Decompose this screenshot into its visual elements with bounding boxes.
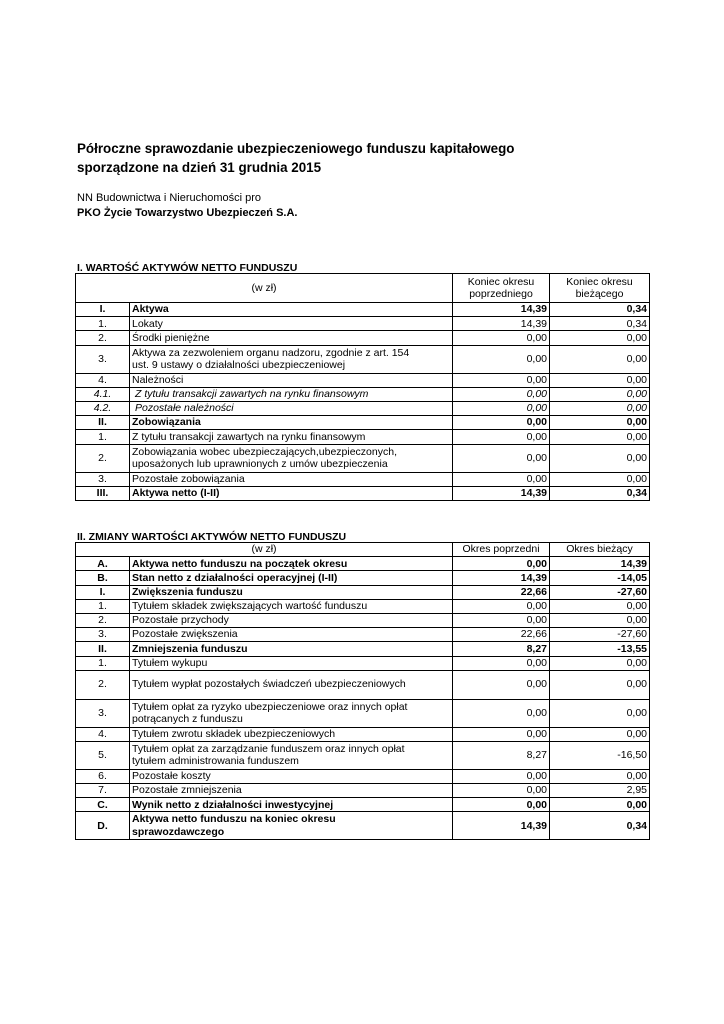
- row-prev-value: 14,39: [453, 812, 550, 840]
- row-number: 1.: [76, 430, 130, 444]
- row-label: Tytułem zwrotu składek ubezpieczeniowych: [130, 727, 453, 741]
- row-label-line2: tytułem administrowania funduszem: [132, 755, 299, 768]
- table-row: [76, 444, 650, 472]
- row-number: 2.: [76, 613, 130, 627]
- table-row: [76, 769, 650, 783]
- row-curr-value: -27,60: [550, 628, 650, 642]
- fund-name: NN Budownictwa i Nieruchomości pro: [77, 192, 262, 204]
- row-curr-value: 0,00: [550, 444, 650, 472]
- row-label: [130, 741, 453, 769]
- table-row: [76, 727, 650, 741]
- row-number: 1.: [76, 317, 130, 331]
- row-curr-value: 0,00: [550, 345, 650, 373]
- row-number: A.: [76, 557, 130, 571]
- table-row: [76, 472, 650, 486]
- col-prev-header: Okres poprzedni: [453, 543, 550, 557]
- row-curr-value: -13,55: [550, 642, 650, 656]
- fund-info: [77, 191, 297, 221]
- row-label: Zmniejszenia funduszu: [130, 642, 453, 656]
- row-number: 4.: [76, 727, 130, 741]
- row-prev-value: 0,00: [453, 599, 550, 613]
- row-number: I.: [76, 303, 130, 317]
- row-curr-value: 0,00: [550, 670, 650, 699]
- row-number: I.: [76, 585, 130, 599]
- row-number: 3.: [76, 345, 130, 373]
- row-label: Zwiększenia funduszu: [130, 585, 453, 599]
- row-label: Lokaty: [130, 317, 453, 331]
- table-row: [76, 303, 650, 317]
- table-header-row: [76, 274, 650, 303]
- row-label-line1: Zobowiązania wobec ubezpieczających,ubezpieczonych,: [132, 445, 397, 458]
- row-curr-value: 0,34: [550, 812, 650, 840]
- table-row: [76, 670, 650, 699]
- row-prev-value: 0,00: [453, 557, 550, 571]
- table-row: [76, 642, 650, 656]
- row-prev-value: 14,39: [453, 303, 550, 317]
- row-number: 2.: [76, 331, 130, 345]
- row-curr-value: 14,39: [550, 557, 650, 571]
- row-label: Z tytułu transakcji zawartych na rynku finansowym: [130, 387, 453, 401]
- table-row: [76, 387, 650, 401]
- row-number: 1.: [76, 656, 130, 670]
- table-row: [76, 331, 650, 345]
- row-number: 6.: [76, 769, 130, 783]
- row-prev-value: 22,66: [453, 628, 550, 642]
- row-number: 3.: [76, 628, 130, 642]
- row-prev-value: 14,39: [453, 317, 550, 331]
- row-prev-value: 0,00: [453, 784, 550, 798]
- row-curr-value: 0,00: [550, 727, 650, 741]
- row-prev-value: 0,00: [453, 345, 550, 373]
- table-row: [76, 784, 650, 798]
- row-label: [130, 444, 453, 472]
- row-curr-value: 0,00: [550, 472, 650, 486]
- row-label: Aktywa: [130, 303, 453, 317]
- row-label: [130, 345, 453, 373]
- table-row: [76, 373, 650, 387]
- col-prev-header: [453, 274, 550, 303]
- row-prev-value: 0,00: [453, 331, 550, 345]
- row-label: [130, 699, 453, 727]
- col-curr-header: Okres bieżący: [550, 543, 650, 557]
- table-row: [76, 798, 650, 812]
- row-curr-value: 0,00: [550, 373, 650, 387]
- table-row: [76, 486, 650, 500]
- row-curr-value: 0,00: [550, 599, 650, 613]
- table-row: [76, 401, 650, 415]
- row-label: Tytułem składek zwiększających wartość funduszu: [130, 599, 453, 613]
- table-row: [76, 416, 650, 430]
- row-curr-value: 0,00: [550, 656, 650, 670]
- row-label: Pozostałe zmniejszenia: [130, 784, 453, 798]
- row-prev-value: 0,00: [453, 656, 550, 670]
- row-label-line2: potrącanych z funduszu: [132, 713, 243, 726]
- row-curr-value: 0,34: [550, 317, 650, 331]
- col-curr-header-line2: bieżącego: [575, 288, 624, 300]
- row-number: 4.1.: [76, 387, 130, 401]
- table-row: [76, 317, 650, 331]
- row-number: B.: [76, 571, 130, 585]
- row-curr-value: 0,00: [550, 416, 650, 430]
- unit-header: (w zł): [76, 543, 453, 557]
- row-number: 7.: [76, 784, 130, 798]
- row-prev-value: 0,00: [453, 472, 550, 486]
- row-label: Aktywa netto funduszu na początek okresu: [130, 557, 453, 571]
- row-curr-value: 2,95: [550, 784, 650, 798]
- row-curr-value: 0,00: [550, 331, 650, 345]
- row-prev-value: 0,00: [453, 416, 550, 430]
- row-prev-value: 0,00: [453, 727, 550, 741]
- row-prev-value: 0,00: [453, 670, 550, 699]
- col-curr-header: [550, 274, 650, 303]
- row-label: Tytułem wypłat pozostałych świadczeń ubezpieczeniowych: [130, 670, 453, 699]
- row-number: D.: [76, 812, 130, 840]
- row-prev-value: 0,00: [453, 430, 550, 444]
- row-prev-value: 0,00: [453, 373, 550, 387]
- row-prev-value: 0,00: [453, 401, 550, 415]
- report-title-line2: sporządzone na dzień 31 grudnia 2015: [77, 160, 322, 175]
- report-title-line1: Półroczne sprawozdanie ubezpieczeniowego funduszu kapitałowego: [77, 141, 515, 156]
- row-curr-value: -27,60: [550, 585, 650, 599]
- row-number: 4.2.: [76, 401, 130, 415]
- company-name: PKO Życie Towarzystwo Ubezpieczeń S.A.: [77, 207, 298, 219]
- row-number: C.: [76, 798, 130, 812]
- row-curr-value: -16,50: [550, 741, 650, 769]
- row-label: Wynik netto z działalności inwestycyjnej: [130, 798, 453, 812]
- row-label: Pozostałe należności: [130, 401, 453, 415]
- row-label-line2: ust. 9 ustawy o działalności ubezpieczeniowej: [132, 359, 346, 372]
- row-label-line1: Tytułem opłat za ryzyko ubezpieczeniowe oraz innych opłat: [132, 700, 408, 713]
- row-curr-value: 0,34: [550, 486, 650, 500]
- table-row: [76, 430, 650, 444]
- row-prev-value: 8,27: [453, 642, 550, 656]
- row-label-line1: Tytułem opłat za zarządzanie funduszem oraz innych opłat: [132, 742, 405, 755]
- row-curr-value: 0,00: [550, 401, 650, 415]
- row-number: 2.: [76, 670, 130, 699]
- table-row: [76, 812, 650, 840]
- row-curr-value: 0,00: [550, 613, 650, 627]
- row-curr-value: 0,00: [550, 769, 650, 783]
- table-row: [76, 599, 650, 613]
- row-label-line2: uposażonych lub uprawnionych z umów ubezpieczenia: [132, 458, 388, 470]
- row-label-line1: Aktywa netto funduszu na koniec okresu: [132, 813, 336, 826]
- unit-header: (w zł): [76, 274, 453, 303]
- table-row: [76, 699, 650, 727]
- row-prev-value: 14,39: [453, 486, 550, 500]
- row-number: 2.: [76, 444, 130, 472]
- table-row: [76, 585, 650, 599]
- row-prev-value: 0,00: [453, 798, 550, 812]
- row-label: Stan netto z działalności operacyjnej (I-II): [130, 571, 453, 585]
- row-label: Pozostałe zobowiązania: [130, 472, 453, 486]
- row-prev-value: 8,27: [453, 741, 550, 769]
- row-prev-value: 14,39: [453, 571, 550, 585]
- table-row: [76, 628, 650, 642]
- table-row: [76, 571, 650, 585]
- col-prev-header-line1: Koniec okresu: [467, 275, 535, 288]
- row-curr-value: 0,34: [550, 303, 650, 317]
- row-number: II.: [76, 416, 130, 430]
- report-title: [77, 139, 677, 177]
- row-prev-value: 22,66: [453, 585, 550, 599]
- row-number: 4.: [76, 373, 130, 387]
- row-label: Pozostałe przychody: [130, 613, 453, 627]
- col-curr-header-line1: Koniec okresu: [566, 275, 633, 288]
- col-prev-header-line2: poprzedniego: [469, 288, 533, 300]
- row-label: Zobowiązania: [130, 416, 453, 430]
- row-label: [130, 812, 453, 840]
- row-curr-value: -14,05: [550, 571, 650, 585]
- row-label: Należności: [130, 373, 453, 387]
- row-number: II.: [76, 642, 130, 656]
- row-number: 3.: [76, 699, 130, 727]
- row-curr-value: 0,00: [550, 798, 650, 812]
- row-label: Pozostałe koszty: [130, 769, 453, 783]
- net-assets-changes-table: [75, 542, 650, 840]
- table-header-row: [76, 543, 650, 557]
- table-row: [76, 557, 650, 571]
- section2-title: II. ZMIANY WARTOŚCI AKTYWÓW NETTO FUNDUSZU: [77, 531, 347, 543]
- row-prev-value: 0,00: [453, 769, 550, 783]
- row-label-line2: sprawozdawczego: [132, 825, 225, 838]
- row-label: Środki pieniężne: [130, 331, 453, 345]
- table-row: [76, 613, 650, 627]
- row-label: Tytułem wykupu: [130, 656, 453, 670]
- row-number: 5.: [76, 741, 130, 769]
- row-curr-value: 0,00: [550, 430, 650, 444]
- row-label-line1: Aktywa za zezwoleniem organu nadzoru, zgodnie z art. 154: [132, 346, 410, 359]
- row-label: Pozostałe zwiększenia: [130, 628, 453, 642]
- section1-title: I. WARTOŚĆ AKTYWÓW NETTO FUNDUSZU: [77, 262, 298, 274]
- table-row: [76, 345, 650, 373]
- table-row: [76, 741, 650, 769]
- row-number: 3.: [76, 472, 130, 486]
- row-prev-value: 0,00: [453, 387, 550, 401]
- row-prev-value: 0,00: [453, 444, 550, 472]
- row-prev-value: 0,00: [453, 699, 550, 727]
- row-label: Aktywa netto (I-II): [130, 486, 453, 500]
- table-row: [76, 656, 650, 670]
- row-curr-value: 0,00: [550, 699, 650, 727]
- row-label: Z tytułu transakcji zawartych na rynku finansowym: [130, 430, 453, 444]
- net-assets-table: [75, 273, 650, 501]
- row-curr-value: 0,00: [550, 387, 650, 401]
- row-number: III.: [76, 486, 130, 500]
- row-prev-value: 0,00: [453, 613, 550, 627]
- row-number: 1.: [76, 599, 130, 613]
